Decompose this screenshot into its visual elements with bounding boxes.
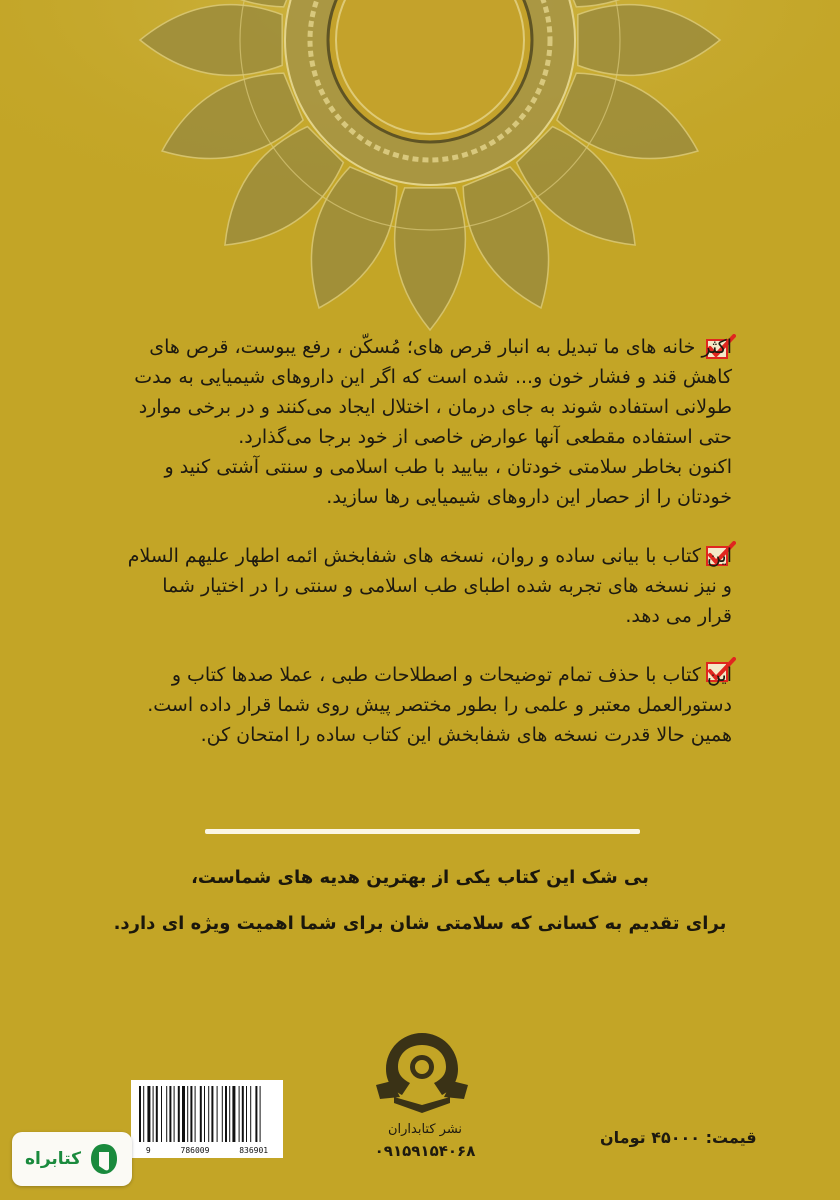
barcode-digits [131,1146,283,1155]
ketabrah-badge[interactable] [12,1132,132,1186]
barcode-bar [222,1086,223,1142]
barcode-bar [232,1086,235,1142]
gift-line-1: بی شک این کتاب یکی از بهترین هدیه های شماست، [191,867,649,888]
barcode-bar [190,1086,192,1142]
barcode-bar [174,1086,175,1142]
divider-line [205,829,640,834]
barcode-digit-group: 9 [145,1146,151,1155]
publisher-logo [372,1025,472,1121]
barcode-bar [169,1086,171,1142]
paragraph-summary [112,660,732,750]
barcode-bar [246,1086,247,1142]
barcode-bar [225,1086,227,1142]
barcode-bar [156,1086,158,1142]
barcode-digit-group: 786009 [180,1146,210,1155]
barcode-bar [217,1086,218,1142]
barcode-bar [242,1086,244,1142]
barcode-bar [178,1086,180,1142]
barcode-bar [200,1086,202,1142]
barcode-bar [260,1086,261,1142]
publisher-name: نشر کتابداران [387,1122,463,1137]
paragraph-line: این کتاب با حذف تمام توضیحات و اصطلاحات طبی ، عملا صدها کتاب و [171,664,732,686]
paragraph-line: این کتاب با بیانی ساده و روان، نسخه های شفابخش ائمه اطهار علیهم السلام [127,545,732,567]
barcode-bar [204,1086,205,1142]
paragraph-line: طولانی استفاده شوند به جای درمان ، اختلال ایجاد می‌کنند و در برخی موارد [138,396,732,418]
barcode-digit-group: 836901 [239,1146,269,1155]
barcode-bar [250,1086,251,1142]
paragraph-line: حتی استفاده مقطعی آنها عوارض خاصی از خود برجا می‌گذارد. [238,426,732,448]
paragraph-intro [112,332,732,512]
ketabrah-logo-icon [89,1142,119,1176]
publisher-phone: ۰۹۱۵۹۱۵۴۰۶۸ [374,1142,476,1160]
price-label: قیمت: ۴۵۰۰۰ تومان [600,1128,757,1147]
barcode-bar [229,1086,230,1142]
barcode-bars [131,1084,283,1146]
barcode-bar [255,1086,257,1142]
isbn-barcode [131,1080,283,1158]
paragraph-line: دستورالعمل معتبر و علمی را بطور مختصر پیش روی شما قرار داده است. [147,694,732,716]
barcode-bar [153,1086,154,1142]
paragraph-line: قرار می دهد. [625,605,732,627]
barcode-bar [211,1086,213,1142]
barcode-bar [166,1086,167,1142]
barcode-bar [208,1086,209,1142]
paragraph-line: خودتان را از حصار این داروهای شیمیایی رها سازید. [326,486,732,508]
paragraph-about [112,541,732,631]
ketabrah-label: کتابراه [24,1149,82,1169]
barcode-bar [161,1086,162,1142]
barcode-bar [187,1086,188,1142]
paragraph-line: و نیز نسخه های تجربه شده اطبای طب اسلامی و سنتی را در اختیار شما [162,575,732,597]
barcode-bar [143,1086,144,1142]
paragraph-line: اکثر خانه های ما تبدیل به انبار قرص های؛ مُسکّن ، رفع یبوست، قرص های [149,336,732,358]
barcode-bar [239,1086,240,1142]
barcode-bar [139,1086,141,1142]
paragraph-line: همین حالا قدرت نسخه های شفابخش این کتاب ساده را امتحان کن. [200,724,732,746]
paragraph-line: کاهش قند و فشار خون و... شده است که اگر این داروهای شیمیایی به مدت [134,366,732,388]
barcode-bar [182,1086,185,1142]
barcode-bar [147,1086,150,1142]
ornament-rosette [0,0,840,340]
gift-line-2: برای تقدیم به کسانی که سلامتی شان برای شما اهمیت ویژه ای دارد. [113,913,727,934]
paragraph-line: اکنون بخاطر سلامتی خودتان ، بیایید با طب اسلامی و سنتی آشتی کنید و [164,456,732,478]
barcode-bar [195,1086,196,1142]
